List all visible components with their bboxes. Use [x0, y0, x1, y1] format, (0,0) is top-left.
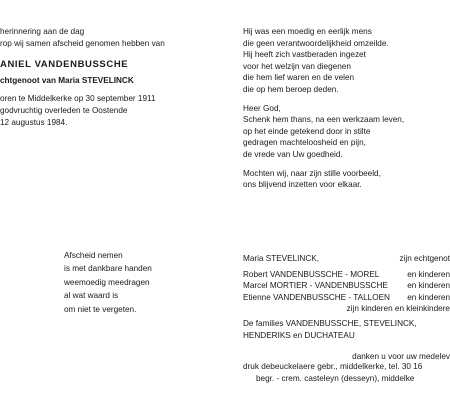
verse-line: om niet te vergeten.	[64, 304, 137, 314]
prayer-line: Heer God,	[243, 103, 281, 113]
deceased-name: ANIEL VANDENBUSSCHE	[0, 59, 129, 71]
families-line: De families VANDENBUSSCHE, STEVELINCK,	[243, 318, 417, 328]
grandchildren-line: zijn kinderen en kleinkindere	[346, 304, 450, 314]
families-line: HENDERIKS en DUCHATEAU	[243, 330, 355, 340]
announcement-block	[0, 26, 165, 128]
announcement-line: rop wij samen afscheid genomen hebben van	[0, 38, 165, 48]
announcement-line: herinnering aan de dag	[0, 27, 85, 36]
prayer-line: gedragen machteloosheid en pijn,	[243, 138, 366, 148]
prayer-line: op het einde getekend door in stilte	[243, 126, 371, 136]
poem-block	[243, 26, 404, 191]
family-block	[243, 253, 450, 363]
poem-line: voor het welzijn van diegenen	[243, 61, 351, 71]
poem-line: Hij heeft zich vastberaden ingezet	[243, 50, 366, 60]
poem-line: die geen verantwoordelijkheid omzeilde.	[243, 38, 389, 48]
family-row	[243, 253, 450, 265]
poem-line: die op hem beroep deden.	[243, 84, 339, 94]
family-member-name: Etienne VANDENBUSSCHE - TALLOEN	[243, 292, 390, 302]
poem-line: Hij was een moedig en eerlijk mens	[243, 27, 372, 36]
family-row	[243, 280, 450, 292]
family-member-name: Maria STEVELINCK,	[243, 254, 319, 263]
death-date: 12 augustus 1984.	[0, 117, 68, 127]
funeral-home-line: begr. - crem. casteleyn (desseyn), middelke	[256, 373, 415, 383]
closing-line: Mochten wij, naar zijn stille voorbeeld,	[243, 168, 381, 178]
farewell-verse	[64, 249, 152, 316]
spouse-line: chtgenoot van Maria STEVELINCK	[0, 75, 134, 85]
family-member-role: en kinderen	[407, 292, 450, 302]
family-member-name: Robert VANDENBUSSCHE - MOREL	[243, 269, 380, 279]
family-member-role: zijn echtgenot	[399, 254, 450, 263]
poem-line: die hem lief waren en de velen	[243, 73, 355, 83]
printer-line: druk debeuckelaere gebr., middelkerke, tel. 30 16	[243, 362, 423, 371]
birth-line: oren te Middelkerke op 30 september 1911	[0, 94, 156, 104]
verse-line: is met dankbare handen	[64, 264, 152, 274]
prayer-line: Schenk hem thans, na een werkzaam leven,	[243, 115, 405, 125]
verse-line: Afscheid nemen	[64, 251, 123, 260]
verse-line: al wat waard is	[64, 291, 119, 301]
family-row	[243, 292, 450, 304]
family-member-name: Marcel MORTIER - VANDENBUSSCHE	[243, 281, 388, 291]
closing-line: ons blijvend inzetten voor elkaar.	[243, 180, 362, 190]
printer-credit	[243, 361, 450, 384]
family-member-role: en kinderen	[407, 269, 450, 279]
verse-line: weemoedig meedragen	[64, 277, 150, 287]
death-line: godvruchtig overleden te Oostende	[0, 105, 128, 115]
family-row	[243, 269, 450, 281]
prayer-line: de vrede van Uw goedheid.	[243, 149, 343, 159]
family-member-role: en kinderen	[407, 281, 450, 291]
thanks-line: danken u voor uw medelev	[352, 352, 450, 362]
